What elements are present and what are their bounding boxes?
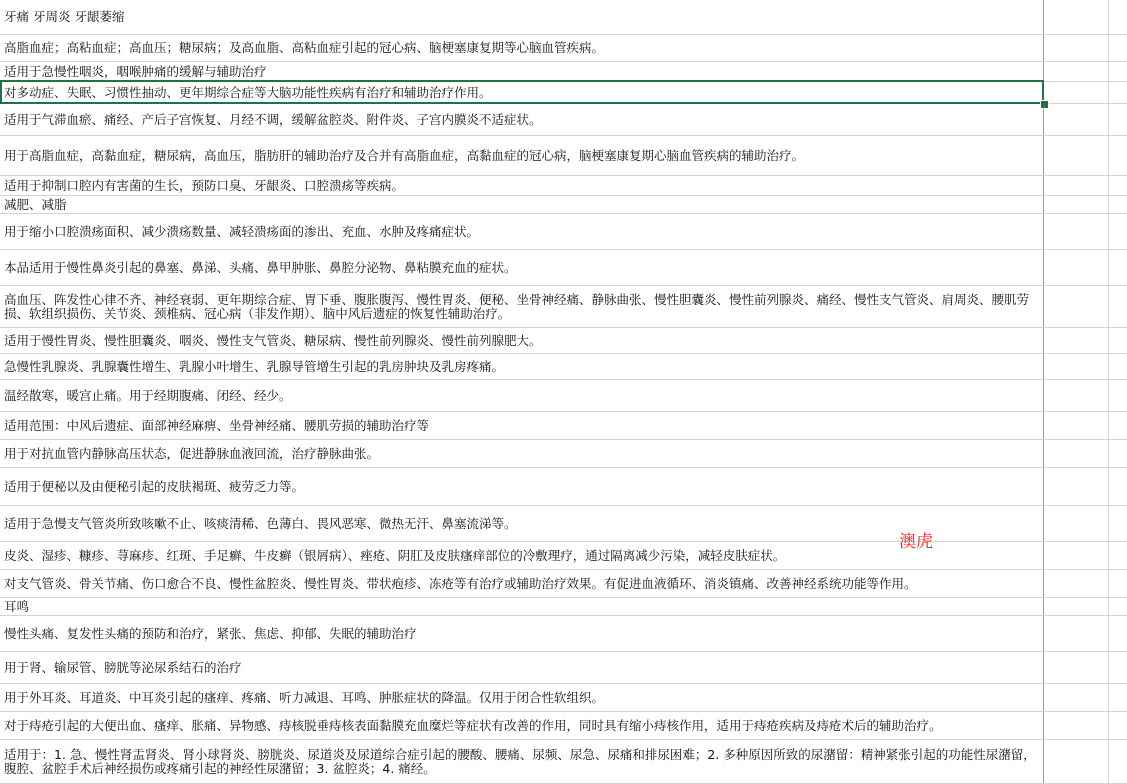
- cell-b16[interactable]: [1044, 440, 1109, 467]
- cell-c11[interactable]: [1109, 286, 1127, 327]
- table-row: [0, 214, 1127, 250]
- table-row: [0, 286, 1127, 328]
- cell-a21[interactable]: 耳鸣: [0, 598, 1044, 615]
- cell-c13[interactable]: [1109, 354, 1127, 379]
- fill-handle[interactable]: [1040, 100, 1049, 109]
- table-row: [0, 412, 1127, 440]
- cell-b19[interactable]: [1044, 542, 1109, 569]
- table-row: [0, 328, 1127, 354]
- cell-a23[interactable]: 用于肾、输尿管、膀胱等泌尿系结石的治疗: [0, 652, 1044, 683]
- table-row: [0, 652, 1127, 684]
- cell-a16[interactable]: 用于对抗血管内静脉高压状态，促进静脉血液回流，治疗静脉曲张。: [0, 440, 1044, 467]
- cell-b8[interactable]: [1044, 196, 1109, 213]
- cell-c6[interactable]: [1109, 136, 1127, 175]
- cell-b6[interactable]: [1044, 136, 1109, 175]
- table-row: [0, 176, 1127, 196]
- cell-b9[interactable]: [1044, 214, 1109, 249]
- cell-c2[interactable]: [1109, 35, 1127, 61]
- table-row: [0, 62, 1127, 82]
- cell-b20[interactable]: [1044, 570, 1109, 597]
- cell-c23[interactable]: [1109, 652, 1127, 683]
- cell-a26[interactable]: 适用于：1. 急、慢性肾盂肾炎、肾小球肾炎、膀胱炎、尿道炎及尿道综合症引起的腰酸、腰痛、尿频、尿急、尿痛和排尿困难；2. 多种原因所致的尿潴留：精神紧张引起的功能性尿潴留，腹腔、盆腔手术后神经损伤或疼痛引起的神经性尿潴留；3. 盆腔炎；4. 痛经。: [0, 740, 1044, 783]
- cell-a9[interactable]: 用于缩小口腔溃疡面积、减少溃疡数量、减轻溃疡面的渗出、充血、水肿及疼痛症状。: [0, 214, 1044, 249]
- table-row: [0, 104, 1127, 136]
- cell-c20[interactable]: [1109, 570, 1127, 597]
- cell-c18[interactable]: [1109, 506, 1127, 541]
- table-row: [0, 35, 1127, 62]
- cell-c10[interactable]: [1109, 250, 1127, 285]
- cell-c22[interactable]: [1109, 616, 1127, 651]
- cell-a6[interactable]: 用于高脂血症，高黏血症，糖尿病，高血压，脂肪肝的辅助治疗及合并有高脂血症，高黏血症的冠心病，脑梗塞康复期心脑血管疾病的辅助治疗。: [0, 136, 1044, 175]
- table-row: [0, 740, 1127, 784]
- table-row: [0, 684, 1127, 712]
- cell-c12[interactable]: [1109, 328, 1127, 353]
- cell-c5[interactable]: [1109, 104, 1127, 135]
- cell-a18[interactable]: 适用于急慢支气管炎所致咳嗽不止、咳痰清稀、色薄白、畏风恶寒、微热无汗、鼻塞流涕等。: [0, 506, 1044, 541]
- cell-c4[interactable]: [1109, 82, 1127, 103]
- cell-b17[interactable]: [1044, 468, 1109, 505]
- cell-a20[interactable]: 对支气管炎、骨关节痛、伤口愈合不良、慢性盆腔炎、慢性胃炎、带状疱疹、冻疮等有治疗或辅助治疗效果。有促进血液循环、消炎镇痛、改善神经系统功能等作用。: [0, 570, 1044, 597]
- cell-c7[interactable]: [1109, 176, 1127, 195]
- table-row: [0, 0, 1127, 35]
- table-row: [0, 598, 1127, 616]
- cell-b21[interactable]: [1044, 598, 1109, 615]
- table-row: [0, 616, 1127, 652]
- cell-b15[interactable]: [1044, 412, 1109, 439]
- cell-a19[interactable]: 皮炎、湿疹、糠疹、荨麻疹、红斑、手足癣、牛皮癣（银屑病）、痤疮、阴肛及皮肤瘙痒部位的冷敷理疗，通过隔离减少污染，减轻皮肤症状。: [0, 542, 1044, 569]
- cell-a17[interactable]: 适用于便秘以及由便秘引起的皮肤褐斑、疲劳乏力等。: [0, 468, 1044, 505]
- cell-c26[interactable]: [1109, 740, 1127, 783]
- cell-a22[interactable]: 慢性头痛、复发性头痛的预防和治疗，紧张、焦虑、抑郁、失眠的辅助治疗: [0, 616, 1044, 651]
- cell-c1[interactable]: [1109, 0, 1127, 34]
- cell-c3[interactable]: [1109, 62, 1127, 81]
- cell-a13[interactable]: 急慢性乳腺炎、乳腺囊性增生、乳腺小叶增生、乳腺导管增生引起的乳房肿块及乳房疼痛。: [0, 354, 1044, 379]
- table-row: [0, 712, 1127, 740]
- cell-c14[interactable]: [1109, 380, 1127, 411]
- cell-a8[interactable]: 减肥、减脂: [0, 196, 1044, 213]
- cell-a15[interactable]: 适用范围：中风后遗症、面部神经麻痹、坐骨神经痛、腰肌劳损的辅助治疗等: [0, 412, 1044, 439]
- cell-c16[interactable]: [1109, 440, 1127, 467]
- cell-b11[interactable]: [1044, 286, 1109, 327]
- cell-b2[interactable]: [1044, 35, 1109, 61]
- cell-b4[interactable]: [1044, 82, 1109, 103]
- table-row: [0, 468, 1127, 506]
- cell-b23[interactable]: [1044, 652, 1109, 683]
- cell-c8[interactable]: [1109, 196, 1127, 213]
- table-row: [0, 196, 1127, 214]
- cell-a11[interactable]: 高血压、阵发性心律不齐、神经衰弱、更年期综合症、胃下垂、腹胀腹泻、慢性胃炎、便秘、坐骨神经痛、静脉曲张、慢性胆囊炎、慢性前列腺炎、痛经、慢性支气管炎、肩周炎、腰肌劳损、软组织损伤、关节炎、颈椎病、冠心病（非发作期）、脑中风后遗症的恢复性辅助治疗。: [0, 286, 1044, 327]
- table-row: [0, 136, 1127, 176]
- cell-a3[interactable]: 适用于急慢性咽炎，咽喉肿痛的缓解与辅助治疗: [0, 62, 1044, 81]
- cell-b10[interactable]: [1044, 250, 1109, 285]
- cell-c21[interactable]: [1109, 598, 1127, 615]
- cell-b3[interactable]: [1044, 62, 1109, 81]
- cell-a14[interactable]: 温经散寒，暖宫止痛。用于经期腹痛、闭经、经少。: [0, 380, 1044, 411]
- cell-c24[interactable]: [1109, 684, 1127, 711]
- cell-b26[interactable]: [1044, 740, 1109, 783]
- cell-a25[interactable]: 对于痔疮引起的大便出血、瘙痒、胀痛、异物感、痔核脱垂痔核表面黏膜充血糜烂等症状有改善的作用，同时具有缩小痔核作用，适用于痔疮疾病及痔疮术后的辅助治疗。: [0, 712, 1044, 739]
- cell-c19[interactable]: [1109, 542, 1127, 569]
- table-row: [0, 380, 1127, 412]
- table-row: [0, 250, 1127, 286]
- cell-a2[interactable]: 高脂血症；高粘血症；高血压；糖尿病；及高血脂、高粘血症引起的冠心病、脑梗塞康复期等心脑血管疾病。: [0, 35, 1044, 61]
- cell-b12[interactable]: [1044, 328, 1109, 353]
- cell-b24[interactable]: [1044, 684, 1109, 711]
- cell-a5[interactable]: 适用于气滞血瘀、痛经、产后子宫恢复、月经不调，缓解盆腔炎、附件炎、子宫内膜炎不适症状。: [0, 104, 1044, 135]
- cell-a10[interactable]: 本品适用于慢性鼻炎引起的鼻塞、鼻涕、头痛、鼻甲肿胀、鼻腔分泌物、鼻粘膜充血的症状。: [0, 250, 1044, 285]
- cell-b1[interactable]: [1044, 0, 1109, 34]
- floating-text-box[interactable]: 澳虎: [899, 532, 933, 552]
- cell-b7[interactable]: [1044, 176, 1109, 195]
- cell-a24[interactable]: 用于外耳炎、耳道炎、中耳炎引起的瘙痒、疼痛、听力减退、耳鸣、肿胀症状的降温。仅用于闭合性软组织。: [0, 684, 1044, 711]
- cell-a1[interactable]: 牙痛 牙周炎 牙龈萎缩: [0, 0, 1044, 34]
- cell-b22[interactable]: [1044, 616, 1109, 651]
- table-row: [0, 506, 1127, 542]
- cell-b5[interactable]: [1044, 104, 1109, 135]
- cell-c15[interactable]: [1109, 412, 1127, 439]
- cell-b18[interactable]: [1044, 506, 1109, 541]
- table-row: [0, 440, 1127, 468]
- cell-a12[interactable]: 适用于慢性胃炎、慢性胆囊炎、咽炎、慢性支气管炎、糖尿病、慢性前列腺炎、慢性前列腺肥大。: [0, 328, 1044, 353]
- cell-c17[interactable]: [1109, 468, 1127, 505]
- cell-c9[interactable]: [1109, 214, 1127, 249]
- cell-c25[interactable]: [1109, 712, 1127, 739]
- table-row: [0, 542, 1127, 570]
- cell-a7[interactable]: 适用于抑制口腔内有害菌的生长，预防口臭、牙龈炎、口腔溃疡等疾病。: [0, 176, 1044, 195]
- table-row: [0, 570, 1127, 598]
- table-row: [0, 354, 1127, 380]
- cell-a4[interactable]: 对多动症、失眠、习惯性抽动、更年期综合症等大脑功能性疾病有治疗和辅助治疗作用。: [0, 82, 1044, 103]
- cell-b14[interactable]: [1044, 380, 1109, 411]
- table-row: [0, 82, 1127, 104]
- cell-b13[interactable]: [1044, 354, 1109, 379]
- cell-b25[interactable]: [1044, 712, 1109, 739]
